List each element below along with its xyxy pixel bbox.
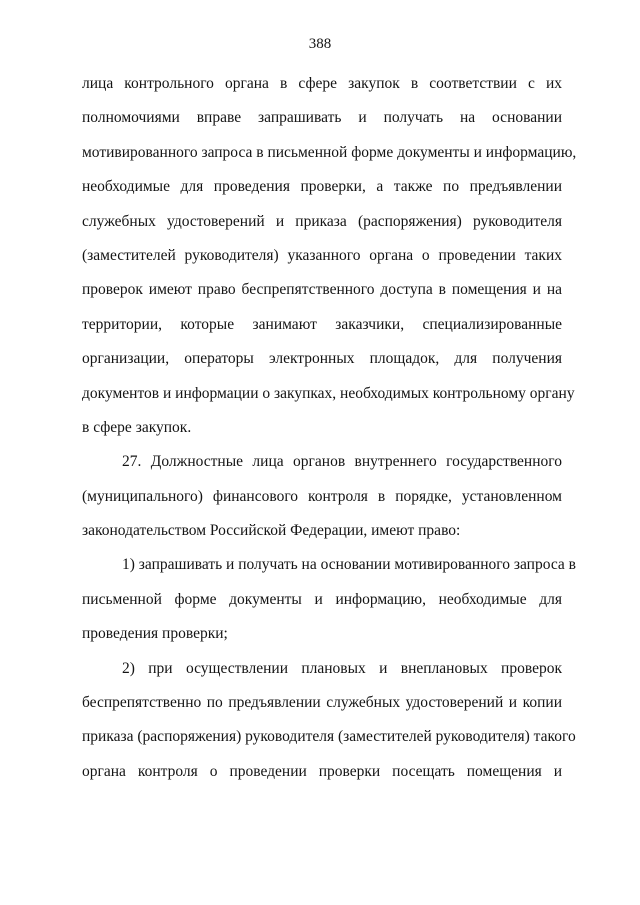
document-body [82,73,577,795]
paragraph-27 [82,451,562,554]
text-line: законодательством Российской Федерации, имеют право: [82,522,461,540]
text-line: лица контрольного органа в сфере закупок в соответствии с их [82,75,562,92]
text-line: 27. Должностные лица органов внутреннего государственного [122,453,562,471]
text-line: 1) запрашивать и получать на основании мотивированного запроса в [122,556,576,574]
text-line: документов и информации о закупках, необходимых контрольному органу [82,384,575,402]
text-line: мотивированного запроса в письменной форме документы и информацию, [82,143,577,161]
text-line: (муниципального) финансового контроля в порядке, установленном [82,487,562,505]
paragraph-continuation [82,73,577,451]
text-line: организации, операторы электронных площадок, для получения [82,350,562,368]
text-line: (заместителей руководителя) указанного органа о проведении таких [82,246,562,264]
text-line: письменной форме документы и информацию, необходимые для [82,590,562,608]
text-line: полномочиями вправе запрашивать и получать на основании [82,109,562,127]
list-item-2 [82,658,576,796]
text-line: необходимые для проведения проверки, а также по предъявлении [82,178,562,196]
text-line: беспрепятственно по предъявлении служебных удостоверений и копии [82,694,562,712]
text-line: 2) при осуществлении плановых и внеплановых проверок [122,659,562,677]
text-line: в сфере закупок. [82,418,192,436]
list-item-1 [82,554,576,657]
text-line: проверок имеют право беспрепятственного доступа в помещения и на [82,281,562,299]
text-line: территории, которые занимают заказчики, специализированные [82,315,562,333]
text-line: проведения проверки; [82,625,228,643]
page-number: 388 [308,36,332,52]
text-line: органа контроля о проведении проверки посещать помещения и [82,762,562,780]
text-line: приказа (распоряжения) руководителя (заместителей руководителя) такого [82,728,576,746]
text-line: служебных удостоверений и приказа (распоряжения) руководителя [82,212,562,230]
